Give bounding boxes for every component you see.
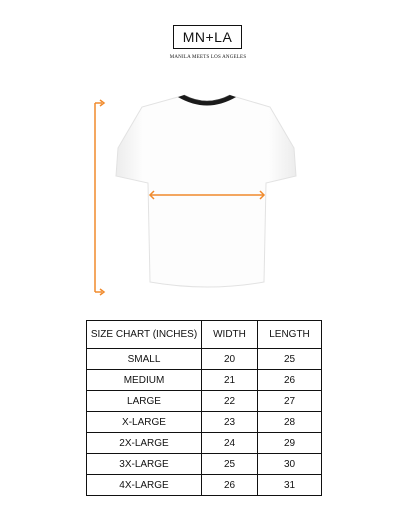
table-header-row <box>87 321 322 349</box>
size-cell: 2X-LARGE <box>87 433 202 454</box>
width-cell: 24 <box>202 433 258 454</box>
width-cell: 22 <box>202 391 258 412</box>
length-measure-line <box>95 100 104 295</box>
size-cell: 3X-LARGE <box>87 454 202 475</box>
table-row <box>87 391 322 412</box>
size-cell: X-LARGE <box>87 412 202 433</box>
length-cell: 26 <box>258 370 322 391</box>
size-cell: LARGE <box>87 391 202 412</box>
table-row <box>87 433 322 454</box>
header-size: SIZE CHART (INCHES) <box>87 321 202 349</box>
width-cell: 20 <box>202 349 258 370</box>
width-cell: 26 <box>202 475 258 496</box>
table-row <box>87 412 322 433</box>
length-cell: 27 <box>258 391 322 412</box>
table-row <box>87 370 322 391</box>
tshirt-image <box>116 95 296 287</box>
width-cell: 23 <box>202 412 258 433</box>
table-row <box>87 454 322 475</box>
brand-tagline: MANILA MEETS LOS ANGELES <box>169 55 247 60</box>
length-cell: 30 <box>258 454 322 475</box>
length-cell: 28 <box>258 412 322 433</box>
size-chart-table <box>86 320 322 496</box>
header-length: LENGTH <box>258 321 322 349</box>
table-row <box>87 349 322 370</box>
brand-logo: MN+LA <box>173 25 242 49</box>
header-width: WIDTH <box>202 321 258 349</box>
length-cell: 25 <box>258 349 322 370</box>
width-cell: 25 <box>202 454 258 475</box>
table-row <box>87 475 322 496</box>
length-cell: 31 <box>258 475 322 496</box>
length-cell: 29 <box>258 433 322 454</box>
size-cell: SMALL <box>87 349 202 370</box>
width-cell: 21 <box>202 370 258 391</box>
size-cell: 4X-LARGE <box>87 475 202 496</box>
size-cell: MEDIUM <box>87 370 202 391</box>
